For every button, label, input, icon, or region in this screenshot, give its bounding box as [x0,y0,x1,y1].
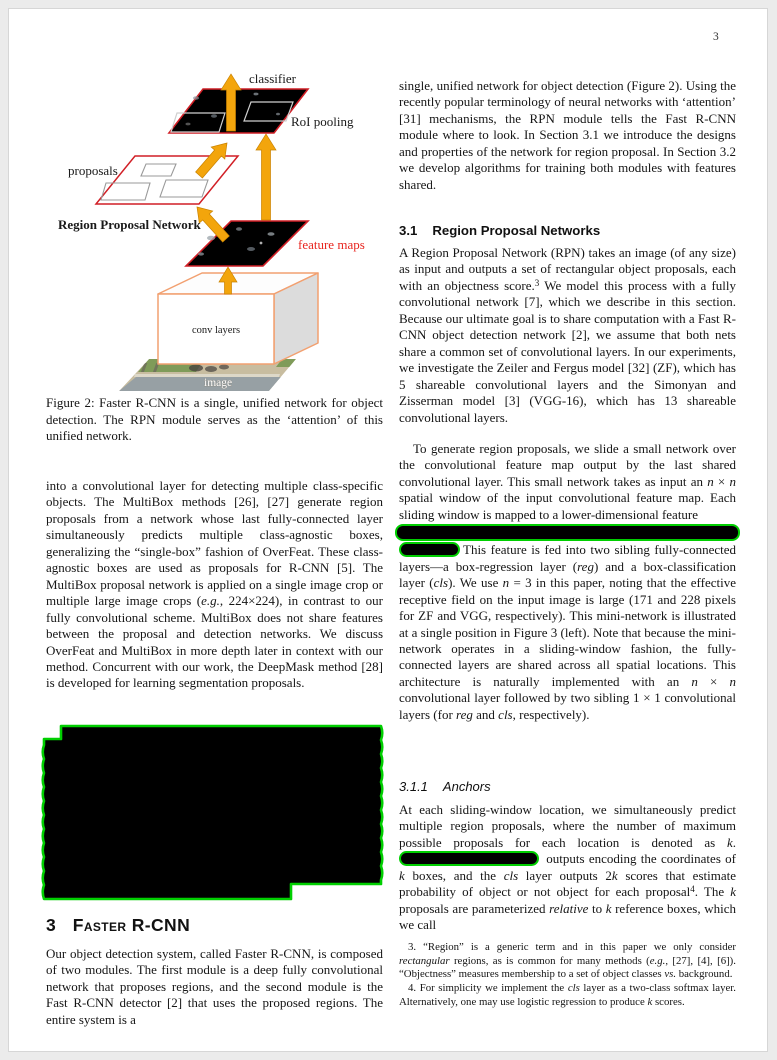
paragraph-unified-network: single, unified network for object detection (Figure 2). Using the recently popular terminology of neural networks with ‘attention’ [31] mechanisms, the RPN module tells the Fast R-CNN module where to look. In Section 3.1 we introduce the designs and properties of the network for region proposal. In Section 3.2 we develop algorithms for training both modules with features shared. [399,78,736,192]
figure-2-diagram [46,56,383,396]
figure-roi-pooling-plane [169,89,308,133]
footnote-3: 3. “Region” is a generic term and in this paper we only consider rectangular regions, as is common for many methods (e.g., [27], [4], [6]). “Objectness” measures membership to a set of object classes vs. background. [399,941,736,981]
redaction-bar [399,851,539,866]
heading-3-1-number: 3.1 [399,223,418,238]
paragraph-multibox: into a convolutional layer for detecting multiple class-specific objects. The MultiBox methods [26], [27] generate region proposals from a network whose last fully-connected layer simultaneously predicts multiple class-agnostic boxes, generalizing the “single-box” fashion of OverFeat. These class-agnostic boxes are used as proposals for R-CNN [5]. The MultiBox proposal network is applied on a single image crop or multiple large image crops (e.g., 224×224), in contrast to our fully convolutional scheme. MultiBox does not share features between the proposal and detection networks. We discuss OverFeat and MultiBox in more depth later in context with our method. Concurrent with our work, the DeepMask method [28] is developed for learning segmentation proposals. [46,478,384,691]
paragraph-rpn-intro: A Region Proposal Network (RPN) takes an image (of any size) as input and outputs a set of rectangular object proposals, each with an objectness score.$^3$ We model this process with a fully convolutional network [7], which we describe in this section. Because our ultimate goal is to share computation with a Fast R-CNN object detection network [2], we assume that both nets share a common set of convolutional layers. In our experiments, we investigate the Zeiler and Fergus model [32] (ZF), which has 5 shareable convolutional layers and the Simonyan and Zisserman model [3] (VGG-16), which has 13 shareable convolutional layers. [399,245,736,425]
heading-3-1-1-title: Anchors [442,779,491,794]
arrow-feature-to-roi-icon [256,134,276,220]
heading-section-3 [46,915,190,936]
figure-label-rpn: Region Proposal Network [58,217,201,232]
figure-label-roi-pooling: RoI pooling [291,114,354,129]
heading-3-title: Faster R-CNN [72,915,191,935]
page-number: 3 [713,31,719,43]
paragraph-anchors: At each sliding-window location, we simultaneously predict multiple region proposals, where the number of maximum possible proposals for each location is denoted as k. outputs encoding the coordinates of k boxes, and the cls layer outputs 2k scores that estimate probability of object or not object for each proposal$^4$. The k proposals are parameterized relative to k reference boxes, which we call [399,802,736,933]
paragraph-sliding-window: To generate region proposals, we slide a small network over the convolutional feature map output by the last shared convolutional layer. This small network takes as input an n × n spatial window of the input convolutional feature map. Each sliding window is mapped to a lower-dimensional feature This feature is fed into two sibling fully-connected layers—a box-regression layer (reg) and a box-classification layer (cls). We use n = 3 in this paper, noting that the effective receptive field on the input image is large (171 and 228 pixels for ZF and VGG, respectively). This mini-network is illustrated at a single position in Figure 3 (left). Note that because the mini-network operates in a sliding-window fashion, the fully-connected layers are shared across all spatial locations. This architecture is naturally implemented with an n × n convolutional layer followed by two sibling 1 × 1 convolutional layers (for reg and cls, respectively). [399,441,736,723]
figure-label-feature-maps: feature maps [298,237,365,252]
figure-label-image: image [204,377,233,389]
figure-label-classifier: classifier [249,71,296,86]
heading-3-1-title: Region Proposal Networks [432,223,601,238]
heading-3-number: 3 [46,915,56,935]
figure-label-conv-layers: conv layers [191,325,241,336]
figure-conv-layers-box [158,273,318,364]
footnotes [399,941,736,1010]
redaction-bar [395,524,740,541]
paper-page [8,8,768,1052]
footnote-4: 4. For simplicity we implement the cls layer as a two-class softmax layer. Alternatively, one may use logistic regression to produce k scores. [399,982,736,1008]
heading-3-1-1-number: 3.1.1 [399,779,428,794]
paragraph-system-overview: Our object detection system, called Faster R-CNN, is composed of two modules. The first module is a deep fully convolutional network that proposes regions, and the second module is the Fast R-CNN detector [2] that uses the proposed regions. The entire system is a [46,946,383,1027]
heading-section-3-1-1 [399,779,491,794]
figure-caption: Figure 2: Faster R-CNN is a single, unified network for object detection. The RPN module serves as the ‘attention’ of this unified network. [46,395,383,444]
redaction-bar [399,542,460,557]
redaction-block-left [40,722,390,908]
figure-label-proposals: proposals [68,163,118,178]
heading-section-3-1 [399,223,600,238]
figure-feature-maps-plane [186,221,308,266]
